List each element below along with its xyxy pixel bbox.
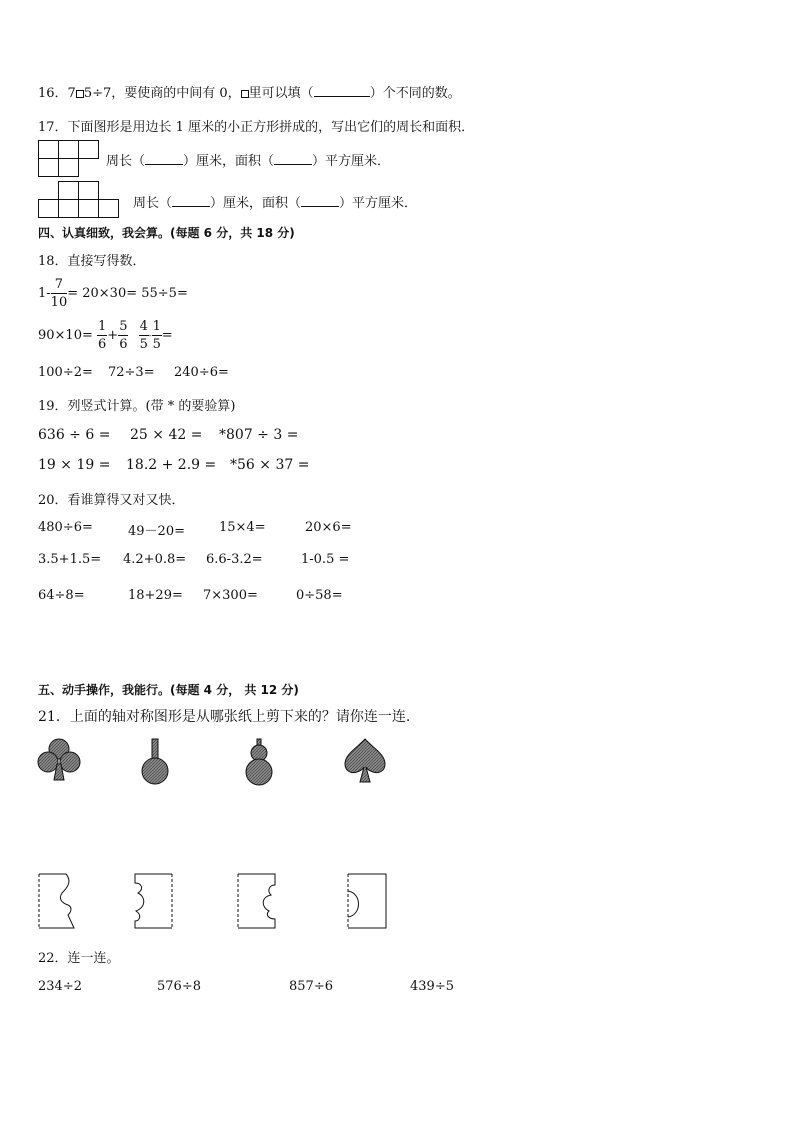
area-blank-1[interactable] [274,164,312,165]
area-blank-2[interactable] [301,206,339,207]
question-number: 22． [38,951,68,966]
section-4-heading: 四、认真细致，我会算。(每题 6 分，共 18 分) [38,226,295,240]
fraction: $\frac{4}{5}$ [139,319,148,352]
question-19 [38,395,235,414]
q18-row-2: 90×10= $\frac{1}{6}$ + $\frac{5}{6}$ $\frac{4}{5}$ - $\frac{1}{5}$ = [38,319,173,352]
question-text: 看谁算得又对又快． [67,493,185,508]
question-text: 列竖式计算。(带 * 的要验算) [67,399,236,414]
q20-row-1: 480÷6= 49－20= 15×4= 20×6= [38,520,352,539]
q20-row-2: 3.5+1.5= 4.2+0.8= 6.6-3.2= 1-0.5 = [38,552,350,567]
q22-row [38,979,478,997]
fraction: $\frac{1}{5}$ [152,319,161,352]
question-17 [38,116,474,135]
question-17-row-1: 周长（ ）厘米，面积（ ）平方厘米． [106,154,391,169]
question-16: 16．7 5÷7，要使商的中间有 0， 里可以填（ ）个不同的数。 [38,86,461,101]
box-placeholder [76,90,84,98]
perimeter-blank-1[interactable] [145,164,183,165]
question-17-row-2: 周长（ ）厘米，面积（ ）平方厘米． [133,196,418,211]
question-number: 19． [38,399,68,414]
question-number: 17． [38,120,68,135]
fraction: $\frac{5}{6}$ [119,319,128,352]
paper-piece-1[interactable] [38,873,80,929]
question-18 [38,250,146,269]
connect-item[interactable]: 857÷6 [289,979,333,994]
fraction: $\frac{7}{10}$ [50,277,68,310]
q18-row-1: 1- $\frac{7}{10}$ = 20×30= 55÷5= [38,277,188,310]
answer-blank[interactable] [314,96,370,97]
question-number: 16． [38,86,68,101]
grid-figure-2 [38,181,120,219]
question-text: 下面图形是用边长 1 厘米的小正方形拼成的，写出它们的周长和面积． [67,120,475,135]
box-placeholder [241,90,249,98]
q19-row-1: 636 ÷ 6 = 25 × 42 = *807 ÷ 3 = [38,427,299,443]
lollipop-shape-icon [140,738,170,786]
q19-row-2: 19 × 19 = 18.2 + 2.9 = *56 × 37 = [38,457,310,473]
q20-row-3: 64÷8= 18+29= 7×300= 0÷58= [38,588,343,603]
spade-shape-icon [343,738,387,784]
question-number: 18． [38,254,68,269]
perimeter-blank-2[interactable] [172,206,210,207]
question-number: 20． [38,493,68,508]
question-21 [38,706,410,726]
question-text: 上面的轴对称图形是从哪张纸上剪下来的？请你连一连. [69,709,411,725]
paper-piece-2[interactable] [132,873,174,929]
q18-row-3: 100÷2= 72÷3= 240÷6= [38,365,229,380]
gourd-shape-icon [243,738,275,786]
connect-item[interactable]: 439÷5 [410,979,454,994]
connect-item[interactable]: 234÷2 [38,979,82,994]
grid-figure-1 [38,140,100,178]
connect-item[interactable]: 576÷8 [157,979,201,994]
question-number: 21． [38,709,70,725]
section-5-heading: 五、动手操作，我能行。(每题 4 分， 共 12 分) [38,683,299,697]
paper-piece-4[interactable] [346,873,388,929]
question-text: 连一连。 [67,951,120,966]
question-20 [38,489,185,508]
club-shape-icon [38,738,80,782]
fraction: $\frac{1}{6}$ [98,319,107,352]
question-22 [38,947,120,966]
question-text: 直接写得数． [67,254,146,269]
paper-piece-3[interactable] [237,873,279,929]
